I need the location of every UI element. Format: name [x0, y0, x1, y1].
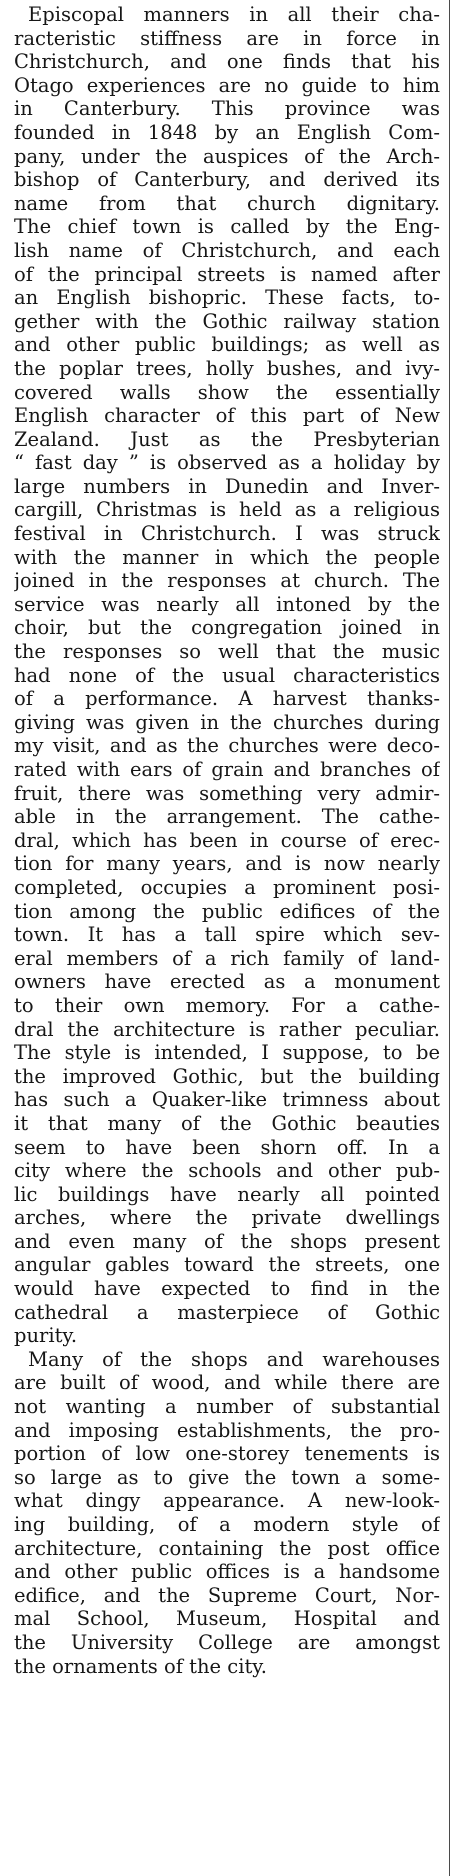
text-line: and imposing establishments, the pro-: [14, 1418, 440, 1442]
text-line: able in the arrangement. The cathe-: [14, 805, 440, 829]
text-line: racteristic stiffness are in force in: [14, 26, 440, 50]
text-line: owners have erected as a monument: [14, 970, 440, 994]
text-line: the responses so well that the music: [14, 640, 440, 664]
text-line: ing building, of a modern style of: [14, 1513, 440, 1536]
text-line: are built of wood, and while there are: [14, 1371, 440, 1395]
text-line: an English bishopric. These facts, to-: [14, 286, 440, 310]
text-line: so large as to give the town a some-: [14, 1465, 440, 1489]
text-line: The chief town is called by the Eng-: [14, 215, 440, 239]
text-line: my visit, and as the churches were deco-: [14, 734, 440, 758]
text-line: and other public offices is a handsome: [14, 1560, 440, 1584]
text-line: cathedral a masterpiece of Gothic: [14, 1300, 440, 1324]
text-line: festival in Christchurch. I was struck: [14, 522, 440, 546]
text-line: Many of the shops and warehouses: [28, 1347, 440, 1371]
text-line: seem to have been shorn off. In a: [14, 1135, 440, 1159]
text-line: to their own memory. For a cathe-: [14, 993, 440, 1017]
text-line: with the manner in which the people: [14, 545, 440, 569]
text-line: bishop of Canterbury, and derived its: [14, 168, 440, 192]
text-line: tion among the public edifices of the: [14, 899, 440, 923]
text-line: lish name of Christchurch, and each: [14, 238, 440, 262]
text-line: dral the architecture is rather peculiar.: [14, 1017, 440, 1041]
text-line: of a performance. A harvest thanks-: [14, 687, 440, 711]
column-rule: [449, 0, 450, 1876]
text-line: the ornaments of the city.: [14, 1654, 267, 1678]
text-line: giving was given in the churches during: [14, 710, 440, 734]
text-line: arches, where the private dwellings: [14, 1206, 440, 1230]
text-line: large numbers in Dunedin and Inver-: [14, 474, 440, 498]
text-line: would have expected to find in the: [14, 1277, 440, 1301]
text-line: architecture, containing the post office: [14, 1536, 440, 1560]
text-line: it that many of the Gothic beauties: [14, 1111, 440, 1135]
text-line: in Canterbury. This province was: [14, 97, 440, 121]
text-line: the poplar trees, holly bushes, and ivy-: [14, 356, 440, 380]
text-line: Zealand. Just as the Presbyterian: [14, 427, 440, 451]
text-line: English character of this part of New: [14, 404, 440, 428]
text-line: eral members of a rich family of land-: [14, 946, 440, 970]
text-line: completed, occupies a prominent posi-: [14, 875, 440, 899]
text-line: cargill, Christmas is held as a religious: [14, 498, 440, 522]
text-line: covered walls show the essentially: [14, 380, 440, 404]
text-line: the University College are amongst: [14, 1630, 440, 1654]
text-line: had none of the usual characteristics: [14, 663, 440, 687]
text-line: service was nearly all intoned by the: [14, 592, 440, 616]
text-line: edifice, and the Supreme Court, Nor-: [14, 1583, 440, 1607]
text-line: “ fast day ” is observed as a holiday by: [14, 451, 440, 475]
text-line: fruit, there was something very admir-: [14, 781, 440, 805]
text-line: tion for many years, and is now nearly: [14, 852, 440, 876]
text-line: Episcopal manners in all their cha-: [28, 3, 440, 26]
paragraph-1: [14, 3, 440, 1348]
text-line: angular gables toward the streets, one: [14, 1253, 440, 1277]
text-line: name from that church dignitary.: [14, 191, 440, 215]
text-line: town. It has a tall spire which sev-: [14, 923, 440, 947]
text-line: city where the schools and other pub-: [14, 1159, 440, 1183]
text-line: of the principal streets is named after: [14, 262, 440, 286]
text-line: what dingy appearance. A new-look-: [14, 1489, 440, 1513]
text-line: and other public buildings; as well as: [14, 333, 440, 357]
text-line: founded in 1848 by an English Com-: [14, 120, 440, 144]
text-line: not wanting a number of substantial: [14, 1395, 440, 1419]
paragraph-2: [14, 1348, 440, 1678]
text-line: has such a Quaker-like trimness about: [14, 1088, 440, 1112]
text-line: rated with ears of grain and branches of: [14, 758, 440, 781]
text-line: dral, which has been in course of erec-: [14, 828, 440, 852]
text-line: purity.: [14, 1324, 78, 1348]
text-line: mal School, Museum, Hospital and: [14, 1607, 440, 1631]
text-line: choir, but the congregation joined in: [14, 616, 440, 640]
text-line: pany, under the auspices of the Arch-: [14, 144, 440, 168]
text-line: the improved Gothic, but the building: [14, 1064, 440, 1088]
text-line: Christchurch, and one finds that his: [14, 50, 440, 74]
text-line: lic buildings have nearly all pointed: [14, 1182, 440, 1206]
text-line: joined in the responses at church. The: [14, 569, 440, 593]
text-line: gether with the Gothic railway station: [14, 309, 440, 333]
text-line: Otago experiences are no guide to him: [14, 73, 440, 97]
text-line: portion of low one-storey tenements is: [14, 1442, 440, 1466]
text-line: and even many of the shops present: [14, 1229, 440, 1253]
text-line: The style is intended, I suppose, to be: [14, 1041, 440, 1065]
